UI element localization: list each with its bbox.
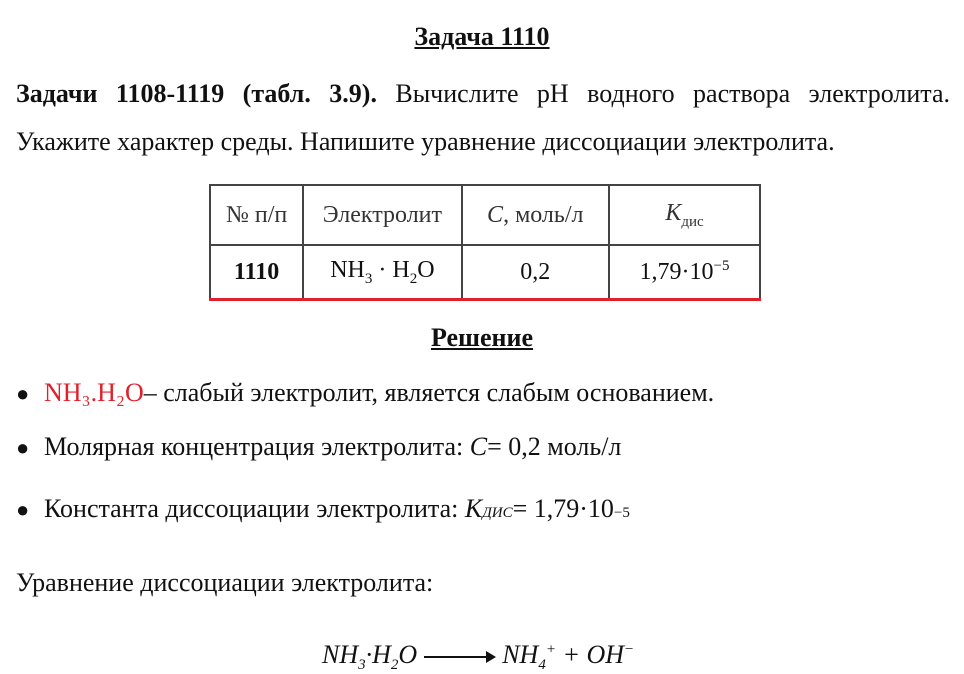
header-conc-unit: , моль/л (503, 201, 584, 228)
cell-k-mantissa: 1,79·10 (639, 259, 714, 285)
table-header-row (210, 185, 760, 245)
eq-lhs-h: H (372, 640, 391, 669)
table-row (210, 245, 760, 300)
cell-num: 1110 (210, 245, 303, 300)
statement-line-2: Укажите характер среды. Напишите уравнение диссоциации электролита. (16, 127, 835, 156)
header-electrolyte: Электролит (303, 185, 461, 245)
bullet-text: – слабый электролит, является слабым основанием. (143, 378, 715, 407)
k-subscript: ДИС (482, 505, 513, 521)
statement-bold-prefix: Задачи 1108-1119 (табл. 3.9). (16, 79, 377, 108)
problem-statement (16, 70, 950, 166)
cell-electrolyte-sub2: 2 (409, 270, 418, 287)
bullet-text: Константа диссоциации электролита: (44, 494, 459, 523)
header-concentration (462, 185, 609, 245)
bullet-dot-icon: ● (16, 497, 30, 522)
bullet-formula: NH₃.H₂O (44, 378, 144, 407)
eq-lhs-nh: NH (322, 640, 359, 669)
eq-lhs-sub3: 3 (358, 657, 366, 674)
cell-electrolyte-o: O (417, 256, 435, 283)
statement-line-1-rest: Вычислите pH водного раствора электролита. (376, 79, 950, 108)
cell-electrolyte (303, 245, 461, 300)
cell-electrolyte-dot: · (372, 256, 393, 283)
bullet-electrolyte-type (16, 378, 714, 408)
eq-rhs-plus-charge: + (545, 641, 556, 658)
eq-rhs-sub4: 4 (538, 657, 546, 674)
header-k-sub: дис (681, 213, 704, 230)
reaction-arrow-icon (424, 652, 496, 662)
cell-electrolyte-h: H (392, 256, 410, 283)
cell-electrolyte-sub3: 3 (364, 270, 373, 287)
problem-title: Задача 1110 (414, 22, 550, 51)
bullet-dot-icon: ● (16, 435, 30, 460)
eq-rhs-nh: NH (502, 640, 539, 669)
cell-electrolyte-nh: NH (330, 256, 365, 283)
solution-title: Решение (430, 323, 534, 352)
cell-k-dis (609, 245, 760, 300)
bullet-dot-icon: ● (16, 381, 30, 406)
eq-lhs-dot: · (365, 640, 373, 669)
eq-rhs-minus-charge: − (624, 641, 635, 658)
eq-plus: + (555, 640, 587, 669)
header-k-symbol: K (665, 199, 682, 226)
cell-concentration: 0,2 (462, 245, 609, 300)
statement-line-1 (16, 70, 950, 118)
header-num: № п/п (210, 185, 303, 245)
header-k-dis (609, 185, 760, 245)
header-conc-symbol: C (487, 201, 504, 228)
equation-label: Уравнение диссоциации электролита: (16, 568, 434, 597)
k-value: = 1,79·10 (512, 494, 614, 523)
concentration-value: = 0,2 моль/л (487, 432, 622, 461)
eq-lhs-o: O (398, 640, 418, 669)
bullet-dissociation-constant (16, 494, 630, 524)
eq-lhs-sub2: 2 (390, 657, 399, 674)
k-exponent: −5 (613, 505, 630, 521)
bullet-text: Молярная концентрация электролита: (44, 432, 464, 461)
dissociation-equation (322, 640, 634, 674)
eq-rhs-oh: OH (586, 640, 625, 669)
concentration-symbol: C (469, 432, 488, 461)
cell-k-exponent: −5 (713, 258, 730, 274)
data-table (209, 184, 761, 301)
bullet-concentration (16, 432, 621, 462)
k-symbol: K (464, 494, 483, 523)
